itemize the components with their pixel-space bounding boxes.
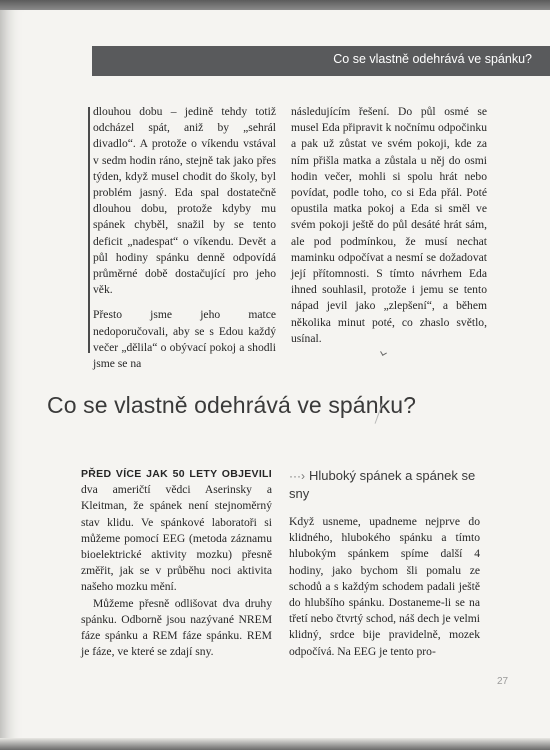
scan-edge-bottom — [0, 738, 550, 750]
bottom-left-paragraph-2: Můžeme přesně odlišovat dva druhy spánku. Odborně jsou nazývané NREM fáze spánku a REM fáze spánku. REM je fáze, ve které se zdají sny. — [81, 596, 272, 659]
running-header-title: Co se vlastně odehrává ve spánku? — [333, 52, 532, 66]
bottom-left-column — [81, 466, 272, 660]
arrow-icon: ···› — [289, 469, 305, 483]
top-right-column — [291, 104, 487, 347]
subsection-heading-text: Hluboký spánek a spánek se sny — [289, 468, 476, 501]
lead-in-caps: PŘED VÍCE JAK 50 LETY OBJEVILI — [81, 468, 272, 480]
top-left-paragraph-2: Přesto jsme jeho matce nedoporučovali, aby se s Edou každý večer „dělila“ o obývací pokoj a shodli jsme se na — [93, 308, 276, 371]
sidebar-rule — [88, 107, 90, 353]
page-number: 27 — [497, 676, 509, 687]
top-left-paragraph-1: dlouhou dobu – jedině tehdy totiž odcházel spát, aniž by „sehrál divadlo“. A protože o víkendu vstával v sedm hodin ráno, stejně tak jako přes týden, když musel chodit do školy, byl problém jasný. Eda spal dostatečně dlouhou dobu, protože kdyby mu spánek chyběl, snažil by se tento deficit „nadespat“ o víkendu. Devět a půl hodiny spánku denně odpovídá průměrné době dostačující pro jeho věk. — [93, 105, 276, 297]
bottom-left-paragraph-1 — [81, 466, 272, 596]
bottom-right-paragraph: Když usneme, upadneme nejprve do klidného, hlubokého spánku a tímto hlubokým spánkem spíme další 4 hodiny, jako bychom šli pomalu ze schodů a s každým schodem padali ještě do hlubšího spánku. Dostaneme-li se na třetí nebo čtvrtý schod, náš dech je velmi klidný, srdce bije pravidelně, mozek odpočívá. Na EEG je tento pro- — [289, 515, 480, 658]
subsection-heading — [289, 467, 489, 502]
scan-edge-top — [0, 0, 550, 10]
top-left-column — [93, 104, 276, 372]
lead-paragraph-text: dva američtí vědci Aserinsky a Kleitman, že spánek není stejnoměrný stav klidu. Ve spánkové laboratoři si můžeme pomocí EEG (metoda záznamu bioelektrické aktivity mozku) přesně změřit, jak se v průběhu noci aktivita našeho mozku mění. — [81, 483, 272, 594]
bottom-right-column — [289, 514, 480, 660]
running-header-bar — [92, 46, 550, 76]
section-heading: Co se vlastně odehrává ve spánku? — [47, 392, 416, 418]
top-right-paragraph-1: následujícím řešení. Do půl osmé se musel Eda připravit k nočnímu odpočinku a pak už zůstat ve svém pokoji, kde za ním přišla matka a zůstala u něj do osmi hodin večer, mohli si spolu hrát nebo povídat, podle toho, co si Eda přál. Poté opustila matka pokoj a Eda si směl ve svém pokoji ještě do půl desáté hrát sám, ale pod podmínkou, že musí nechat maminku odpočívat a nesmí se dožadovat její přítomnosti. S tímto návrhem Eda ihned souhlasil, protože i jemu se tento nápad jevil jako „zlepšení“, a během několika minut poté, co zhaslo světlo, usínal. — [291, 105, 487, 345]
small-pen-mark — [380, 349, 387, 356]
